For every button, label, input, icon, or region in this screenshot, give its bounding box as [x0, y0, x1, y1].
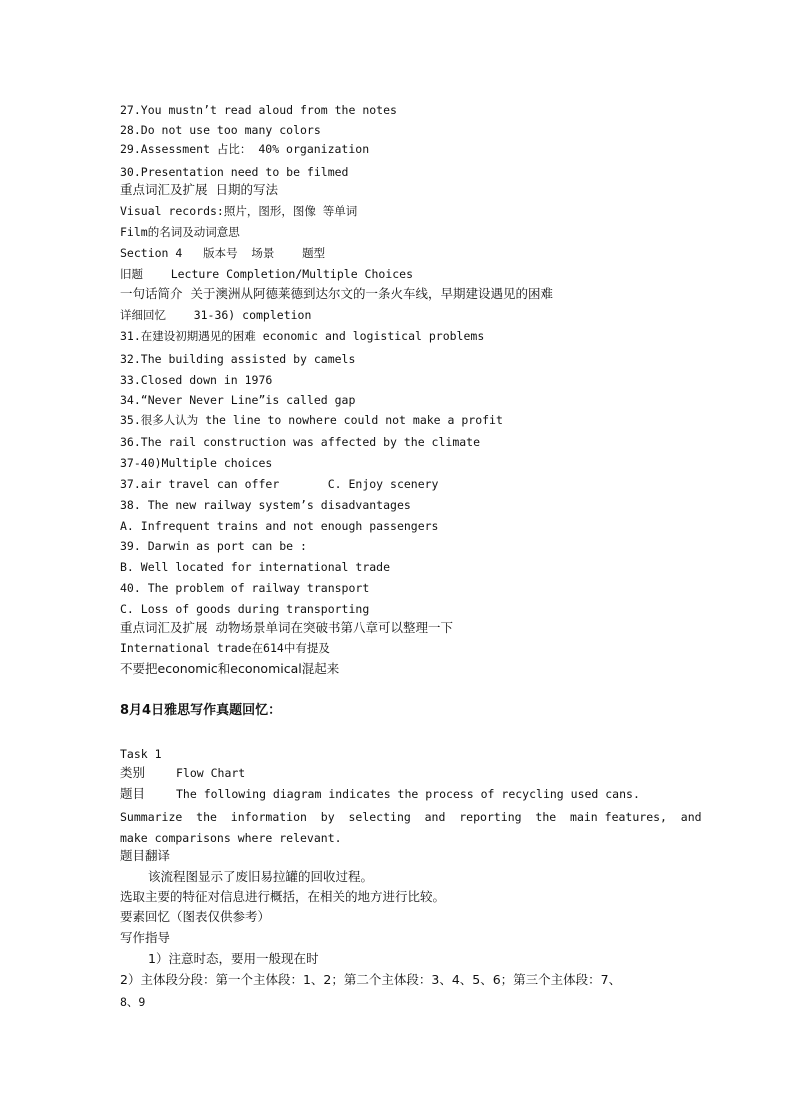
text-line: 34.“Never Never Line”is called gap [120, 393, 356, 407]
translation-label: 题目翻译 [120, 848, 171, 863]
text-line: 33.Closed down in 1976 [120, 373, 273, 387]
translation-text: 该流程图显示了废旧易拉罐的回收过程。 [148, 869, 374, 884]
category-label: 类别 [120, 765, 146, 780]
text-line: 一句话简介 关于澳洲从阿德莱德到达尔文的一条火车线，早期建设遇见的困难 [120, 286, 553, 301]
text-line: 38. The new railway system’s disadvantages [120, 498, 411, 512]
question-text: The following diagram indicates the process of recycling used cans. [176, 787, 640, 801]
text-line: 28.Do not use too many colors [120, 123, 321, 137]
text-line: Section 4 版本号 场景 题型 [120, 246, 326, 260]
guide-text: 2）主体段分段：第一个主体段：1、2；第二个主体段：3、4、5、6；第三个主体段：7、 [120, 972, 622, 987]
guide-text: 1）注意时态，要用一般现在时 [148, 951, 319, 966]
elements-label: 要素回忆（图表仅供参考） [120, 909, 271, 924]
text-line: 36.The rail construction was affected by the climate [120, 435, 481, 449]
task-name: Task 1 [120, 747, 162, 761]
text-line: C. Loss of goods during transporting [120, 602, 370, 616]
text-line: 39. Darwin as port can be : [120, 539, 307, 553]
text-line: 30.Presentation need to be filmed [120, 165, 349, 179]
text-line: 37-40)Multiple choices [120, 456, 273, 470]
text-line: 详细回忆 31-36) completion [120, 308, 312, 322]
section-heading: 8月4日雅思写作真题回忆： [120, 703, 282, 718]
text-line: 37.air travel can offer C. Enjoy scenery [120, 477, 439, 491]
text-line: 重点词汇及扩展 日期的写法 [120, 182, 278, 197]
category-value: Flow Chart [176, 766, 246, 780]
text-line: 27.You mustn’t read aloud from the notes [120, 103, 397, 117]
text-line: A. Infrequent trains and not enough passengers [120, 519, 439, 533]
text-line: Visual records:照片，图形，图像 等单词 [120, 204, 358, 218]
text-line: 31.在建设初期遇见的困难 economic and logistical problems [120, 329, 485, 343]
question-label: 题目 [120, 786, 146, 801]
text-line: 40. The problem of railway transport [120, 581, 370, 595]
text-line: International trade在614中有提及 [120, 641, 330, 655]
text-line: 29.Assessment 占比： 40% organization [120, 142, 370, 156]
text-line: 32.The building assisted by camels [120, 352, 356, 366]
question-text: Summarize the information by selecting and reporting the main features, and [120, 810, 702, 824]
text-line: 不要把economic和economical混起来 [120, 661, 340, 676]
text-line: 35.很多人认为 the line to nowhere could not make a profit [120, 413, 503, 427]
text-line: B. Well located for international trade [120, 560, 391, 574]
text-line: 重点词汇及扩展 动物场景单词在突破书第八章可以整理一下 [120, 620, 453, 635]
translation-text: 选取主要的特征对信息进行概括，在相关的地方进行比较。 [120, 889, 446, 904]
text-line: 旧题 Lecture Completion/Multiple Choices [120, 267, 414, 281]
guide-text: 8、9 [120, 995, 146, 1009]
text-line: Film的名词及动词意思 [120, 225, 240, 239]
guide-label: 写作指导 [120, 930, 171, 945]
question-text: make comparisons where relevant. [120, 831, 342, 845]
